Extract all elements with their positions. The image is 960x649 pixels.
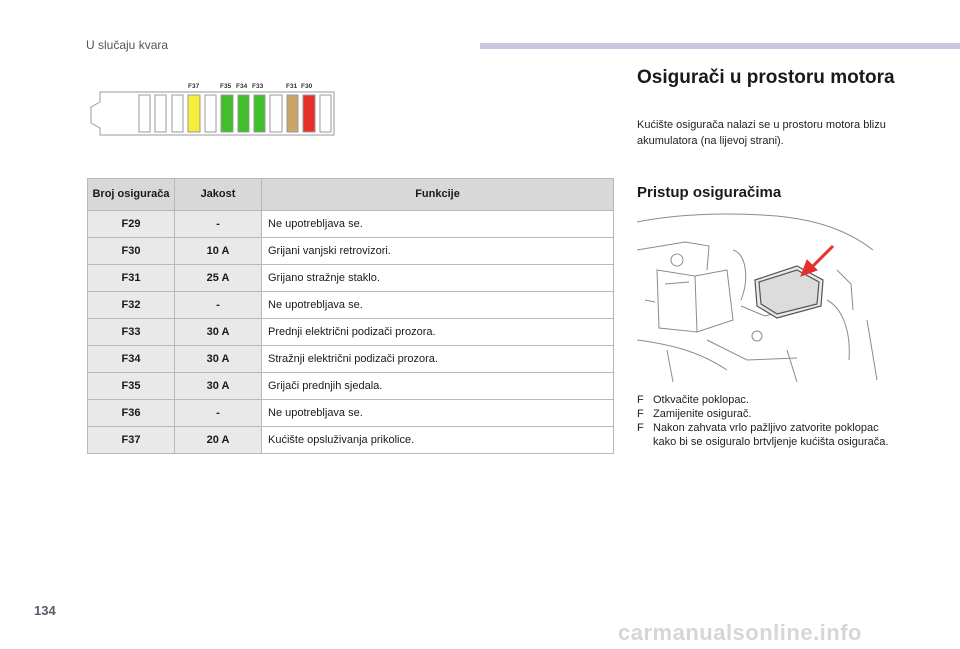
engine-bay-illustration [637, 210, 881, 382]
fuse-amp: 30 A [175, 319, 262, 346]
fuse-function: Prednji električni podizači prozora. [262, 319, 614, 346]
table-row [88, 292, 614, 319]
fuse-number: F29 [88, 211, 175, 238]
table-row [88, 319, 614, 346]
bullet-icon: F [637, 422, 644, 434]
fuse-number: F30 [88, 238, 175, 265]
table-row [88, 265, 614, 292]
step-text: Nakon zahvata vrlo pažljivo zatvorite poklopac kako bi se osiguralo brtvljenje kućišta osigurača. [653, 422, 889, 448]
section-title: Osigurači u prostoru motora [637, 67, 895, 88]
label-f30: F30 [301, 83, 313, 90]
intro-paragraph: Kućište osigurača nalazi se u prostoru motora blizu akumulatora (na lijevoj strani). [637, 119, 886, 147]
table-row [88, 211, 614, 238]
fuse-amp: - [175, 400, 262, 427]
fuse-number: F36 [88, 400, 175, 427]
page-number: 134 [34, 603, 56, 618]
fuse-function: Kućište opsluživanja prikolice. [262, 427, 614, 454]
fuse-function: Grijani vanjski retrovizori. [262, 238, 614, 265]
fuse-table [87, 178, 614, 454]
running-header: U slučaju kvara [86, 38, 169, 52]
col-amp: Jakost [175, 179, 262, 211]
watermark: carmanualsonline.info [618, 620, 862, 645]
fuse-number: F34 [88, 346, 175, 373]
step-text: Zamijenite osigurač. [653, 408, 752, 420]
fuse-f35 [221, 95, 233, 132]
step-text: Otkvačite poklopac. [653, 394, 749, 406]
bullet-icon: F [637, 408, 644, 420]
bullet-icon: F [637, 394, 644, 406]
subsection-title: Pristup osiguračima [637, 184, 782, 201]
fuse-function: Grijači prednjih sjedala. [262, 373, 614, 400]
fuse-f34 [238, 95, 249, 132]
label-f37: F37 [188, 83, 200, 90]
label-f34: F34 [236, 83, 248, 90]
fuse-number: F31 [88, 265, 175, 292]
col-function: Funkcije [262, 179, 614, 211]
header-rule [480, 43, 960, 49]
fuse-number: F35 [88, 373, 175, 400]
table-row [88, 400, 614, 427]
fuse-function: Stražnji električni podizači prozora. [262, 346, 614, 373]
fuse-amp: 30 A [175, 346, 262, 373]
fuse-f37 [188, 95, 200, 132]
table-row [88, 427, 614, 454]
table-row [88, 373, 614, 400]
fuse-amp: - [175, 211, 262, 238]
fuse-function: Ne upotrebljava se. [262, 400, 614, 427]
table-row [88, 238, 614, 265]
step-item [637, 393, 892, 407]
step-item [637, 407, 892, 421]
fuse-amp: 20 A [175, 427, 262, 454]
fuse-f30 [303, 95, 315, 132]
table-row [88, 346, 614, 373]
fuse-amp: - [175, 292, 262, 319]
table-header-row [88, 179, 614, 211]
fuse-amp: 25 A [175, 265, 262, 292]
fuse-number: F32 [88, 292, 175, 319]
step-item [637, 421, 892, 449]
fuse-f31 [287, 95, 298, 132]
fuse-amp: 10 A [175, 238, 262, 265]
fuse-function: Ne upotrebljava se. [262, 211, 614, 238]
label-f35: F35 [220, 83, 232, 90]
label-f33: F33 [252, 83, 264, 90]
instruction-steps [637, 393, 892, 449]
fuse-number: F33 [88, 319, 175, 346]
fuse-number: F37 [88, 427, 175, 454]
fuse-function: Ne upotrebljava se. [262, 292, 614, 319]
fuse-f33 [254, 95, 265, 132]
col-number: Broj osigurača [88, 179, 175, 211]
fuse-function: Grijano stražnje staklo. [262, 265, 614, 292]
fuse-box-diagram [88, 80, 348, 150]
label-f31: F31 [286, 83, 298, 90]
fuse-amp: 30 A [175, 373, 262, 400]
